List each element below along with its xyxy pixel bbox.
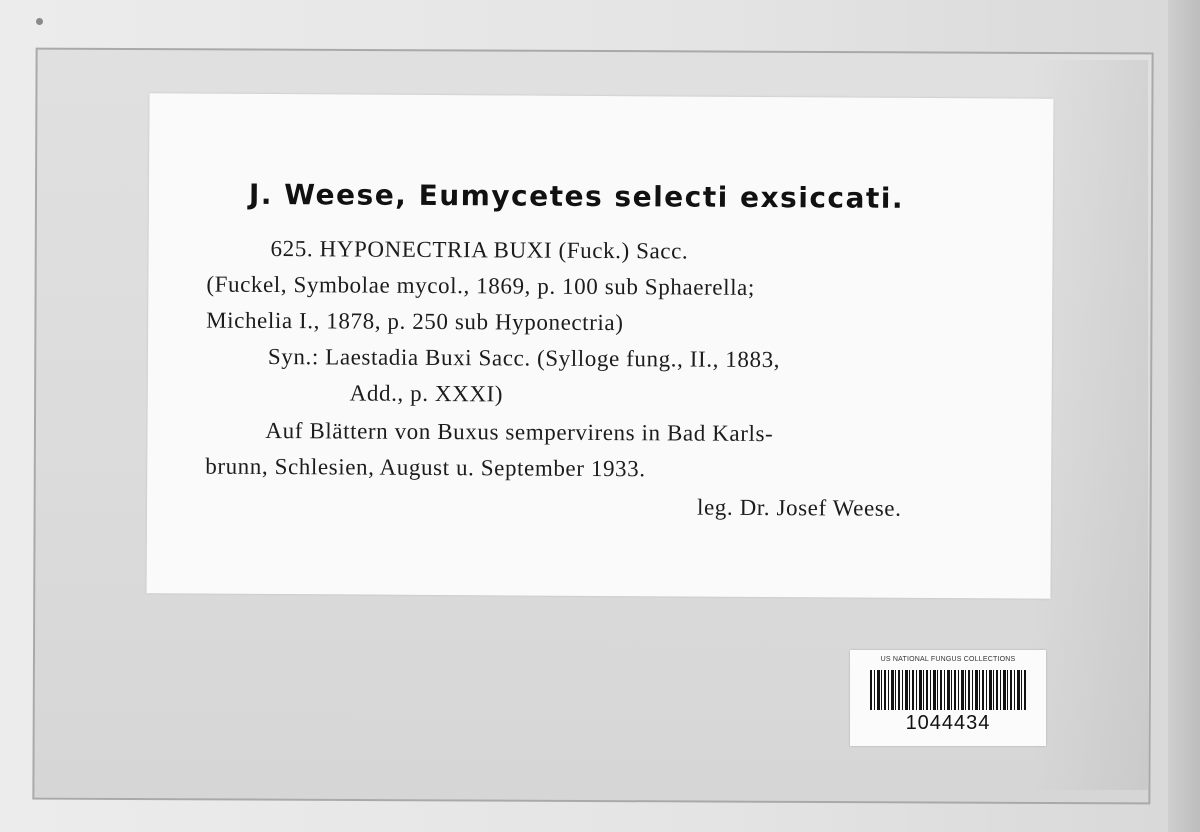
label-line-species: 625. HYPONECTRIA BUXI (Fuck.) Sacc. — [270, 235, 689, 264]
specimen-label — [146, 93, 1053, 599]
label-line-locality-2: brunn, Schlesien, August u. September 1933. — [205, 453, 646, 482]
barcode-icon — [870, 670, 1026, 710]
label-title: J. Weese, Eumycetes selecti exsiccati. — [248, 177, 905, 215]
label-line-locality-1: Auf Blättern von Buxus sempervirens in Bad Karls- — [265, 417, 774, 447]
barcode-number: 1044434 — [905, 712, 991, 734]
dust-speck — [36, 18, 43, 25]
label-line-synonym-2: Add., p. XXXI) — [349, 380, 504, 407]
background-edge — [1168, 0, 1200, 832]
label-line-synonym-1: Syn.: Laestadia Buxi Sacc. (Sylloge fung., II., 1883, — [267, 343, 781, 373]
barcode-header: US NATIONAL FUNGUS COLLECTIONS — [880, 656, 1016, 663]
barcode-label — [850, 650, 1046, 746]
label-line-collector: leg. Dr. Josef Weese. — [696, 494, 902, 521]
label-line-citation-2: Michelia I., 1878, p. 250 sub Hyponectria) — [206, 307, 624, 336]
label-line-citation-1: (Fuckel, Symbolae mycol., 1869, p. 100 sub Sphaerella; — [206, 271, 755, 300]
